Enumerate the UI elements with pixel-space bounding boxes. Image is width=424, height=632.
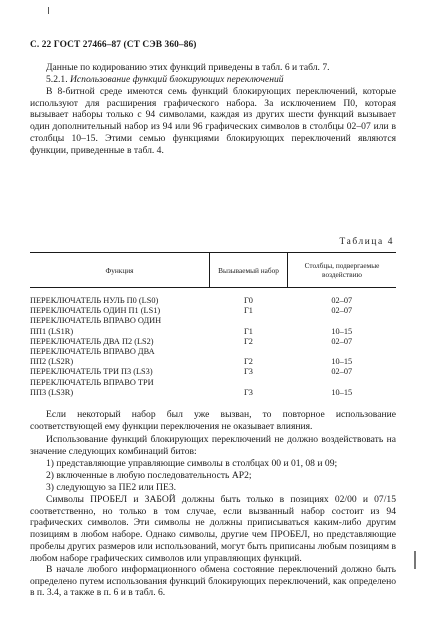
cell-columns: 02–07 [331, 336, 353, 346]
cell-columns: 02–07 [331, 296, 353, 305]
cell-function: ПЕРЕКЛЮЧАТЕЛЬ ОДИН П1 (LS1) [30, 306, 161, 316]
cell-function: ПП1 (LS1R) [30, 326, 74, 336]
paragraph-space-delete-text: Символы ПРОБЕЛ и ЗАБОЙ должны быть только в позициях 02/00 и 07/15 соответственно, но только в том случае, если вызванный набор состоит из 94 графических символов. Эти символы не должны приписываться каким-либо другим позициям в любом наборе. Однако символы, другие чем ПРОБЕЛ, но представляющие пробелы других размеров или использований, могут быть приписаны любым позициям в любом наборе графических символов или управляющих функций. [30, 494, 396, 564]
list-item-text: 2) включенные в любую последовательность АР2; [46, 470, 252, 481]
cell-set: Г3 [244, 387, 253, 397]
cell-function: ПЕРЕКЛЮЧАТЕЛЬ ВПРАВО ДВА [30, 347, 155, 357]
table-row [30, 357, 396, 367]
cell-columns: 10–15 [331, 326, 353, 336]
cell-function: ПП3 (LS3R) [30, 387, 74, 397]
table-row [30, 347, 396, 357]
paragraph-description [30, 86, 396, 156]
table-row [30, 367, 396, 377]
cell-columns: 10–15 [331, 387, 353, 397]
cell-set [210, 347, 288, 357]
cell-set: Г1 [244, 326, 253, 336]
table-row [30, 378, 396, 388]
scan-mark-margin [414, 551, 416, 569]
section-number: 5.2.1. [46, 74, 68, 85]
cell-set: Г2 [244, 336, 253, 346]
list-item [30, 470, 396, 482]
paragraph-intro [30, 62, 396, 74]
cell-set: Г3 [244, 367, 253, 377]
cell-columns [288, 378, 397, 388]
table-row [30, 337, 396, 347]
cell-set: Г1 [244, 306, 253, 316]
section-heading [30, 74, 396, 86]
paragraph-bit-combinations [30, 434, 396, 457]
cell-function: ПП2 (LS2R) [30, 357, 74, 367]
table-caption: Таблица 4 [339, 237, 394, 247]
paragraph-initial-state-text: В начале любого информационного обмена состояние переключений должно быть определено путем использования функций блокирующих переключений, как определено в п. 3.4, а также в п. 6 и в табл. 6. [30, 564, 396, 599]
cell-set: Г0 [244, 296, 253, 305]
table-row [30, 306, 396, 316]
scan-mark [48, 7, 49, 14]
cell-columns: 10–15 [331, 357, 353, 367]
header-called-set: Вызываемый набор [210, 253, 288, 288]
header-columns: Столбцы, подвергаемые воздействию [288, 253, 397, 288]
paragraph-repeat-call [30, 409, 396, 432]
table-row [30, 288, 396, 307]
list-item-text: 3) следующую за ПЕ2 или ПЕ3. [46, 482, 177, 493]
section-title: Использование функций блокирующих переключений [70, 74, 284, 85]
table-row [30, 388, 396, 398]
paragraph-initial-state [30, 564, 396, 599]
list-item [30, 458, 396, 470]
switch-functions-table [30, 252, 396, 398]
cell-function: ПЕРЕКЛЮЧАТЕЛЬ ВПРАВО ОДИН [30, 316, 162, 326]
cell-function: ПЕРЕКЛЮЧАТЕЛЬ НУЛЬ П0 (LS0) [30, 296, 159, 305]
paragraph-space-delete [30, 494, 396, 564]
cell-function: ПЕРЕКЛЮЧАТЕЛЬ ВПРАВО ТРИ [30, 377, 154, 387]
page-header: С. 22 ГОСТ 27466–87 (СТ СЭВ 360–86) [30, 40, 197, 50]
list-item-text: 1) представляющие управляющие символы в столбцах 00 и 01, 08 и 09; [46, 458, 338, 469]
header-function: Функция [30, 253, 210, 288]
table-header-row [30, 253, 396, 288]
cell-set: Г2 [244, 357, 253, 367]
cell-columns: 02–07 [331, 306, 353, 316]
paragraph-intro-text: Данные по кодированию этих функций приведены в табл. 6 и табл. 7. [46, 62, 330, 73]
list-item [30, 482, 396, 494]
cell-columns [288, 347, 397, 357]
cell-function: ПЕРЕКЛЮЧАТЕЛЬ ТРИ П3 (LS3) [30, 367, 153, 377]
paragraph-repeat-call-text: Если некоторый набор был уже вызван, то повторное использование соответствующей ему функции переключения не оказывает влияния. [30, 409, 396, 432]
table-row [30, 327, 396, 337]
cell-columns [288, 316, 397, 326]
cell-set [210, 378, 288, 388]
cell-set [210, 316, 288, 326]
paragraph-bit-combinations-text: Использование функций блокирующих переключений не должно воздействовать на значение следующих комбинаций битов: [30, 434, 396, 457]
table-row [30, 316, 396, 326]
cell-columns: 02–07 [331, 367, 353, 377]
cell-function: ПЕРЕКЛЮЧАТЕЛЬ ДВА П2 (LS2) [30, 336, 154, 346]
paragraph-description-text: В 8-битной среде имеются семь функций блокирующих переключений, которые используют для расширения графического набора. За исключением П0, которая вызывает наборы только с 94 символами, каждая из других шести функций вызывает один дополнительный набор из 94 или 96 графических символов в столбцы 02–07 или в столбцы 10–15. Этими семью функциями блокирующих переключений являются функции, приведенные в табл. 4. [30, 86, 396, 156]
